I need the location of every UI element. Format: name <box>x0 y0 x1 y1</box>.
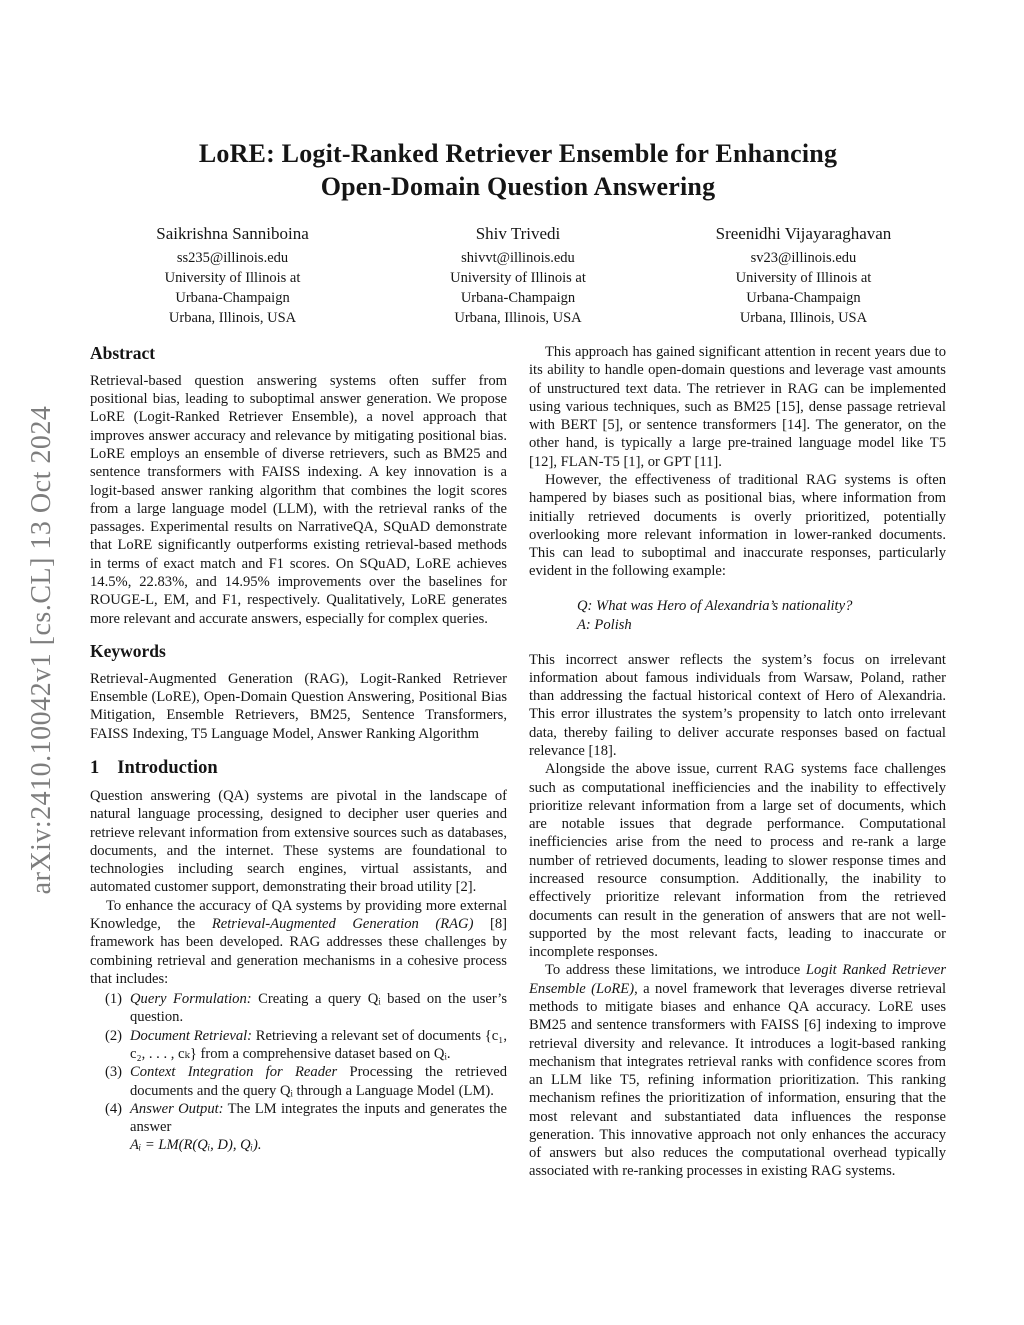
right-paragraph-4: Alongside the above issue, current RAG systems face challenges such as computational inefficiencies and the inability to effectively prioritize relevant information from a large set of documents, which are notable issues that degrade performance. Computational inefficiencies arise from the need to process and re-rank a large number of retrieved documents, leading to slower response times and increased resource consumption. Additionally, the inability to effectively prioritize relevant information from the retrieved documents can result in the generation of answers that are not well-supported by the most relevant facts, leading to inaccurate or incomplete responses. <box>529 761 946 961</box>
qa-example-answer: A: Polish <box>577 616 632 633</box>
author-2 <box>375 224 660 328</box>
author-2-email: shivvt@illinois.edu <box>461 250 575 266</box>
list-item-3-body <box>130 1063 507 1100</box>
author-1-affiliation-line1: University of Illinois at <box>164 270 301 286</box>
list-item-2 <box>90 1027 507 1064</box>
list-item-1-text: Creating a query Qᵢ based on the user’s question. <box>130 991 507 1026</box>
section-1-heading <box>90 757 507 780</box>
right-paragraph-5-text: To address these limitations, we introduce <box>545 962 806 979</box>
rag-process-list <box>90 990 507 1155</box>
qa-example-block <box>577 597 946 635</box>
list-item-1-number: (1) <box>104 991 122 1008</box>
author-2-name: Shiv Trivedi <box>475 224 561 243</box>
author-3-name: Sreenidhi Vijayaraghavan <box>715 224 892 243</box>
author-2-affiliation-line2: Urbana-Champaign <box>460 290 576 306</box>
paper-title <box>90 138 946 203</box>
author-block <box>90 224 946 328</box>
author-3-affiliation-line2: Urbana-Champaign <box>746 290 861 306</box>
author-2-affiliation-line1: University of Illinois at <box>450 270 586 286</box>
paper-title-line2: Open-Domain Question Answering <box>320 171 716 201</box>
list-item-3 <box>90 1063 507 1100</box>
introduction-paragraph-1: Question answering (QA) systems are pivotal in the landscape of natural language processing, designed to decipher user queries and retrieve relevant information from extensive sources such as databases, documents, and the internet. These systems are foundational to technologies including search engines, virtual assistants, and automated customer support, demonstrating their broad utility [2]. <box>90 788 507 896</box>
introduction-paragraph-2-text: To enhance the accuracy of QA systems by providing more external Knowledge, the <box>90 897 507 933</box>
author-2-location: Urbana, Illinois, USA <box>454 310 582 326</box>
section-1-number: 1 <box>90 757 100 778</box>
introduction-paragraph-2 <box>90 897 507 988</box>
introduction-paragraph-2-rest: [8] framework has been developed. RAG addresses these challenges by combining retrieval and generation mechanisms in a cohesive process that includes: <box>90 916 507 987</box>
author-3-email: sv23@illinois.edu <box>750 250 857 266</box>
abstract-text: Retrieval-based question answering systems often suffer from positional bias, leading to suboptimal answer generation. We propose LoRE (Logit-Ranked Retriever Ensemble), a novel approach that improves answer accuracy and relevance by mitigating positional bias. LoRE employs an ensemble of diverse retrievers, such as BM25 and sentence transformers with FAISS indexing. A key innovation is a logit-based answer ranking algorithm that combines the logit scores from a large language model (LLM), with the retrieval ranks of the passages. Experimental results on NarrativeQA, SQuAD demonstrate that LoRE significantly outperforms existing retrieval-based methods in terms of exact match and F1 scores. On SQuAD, LoRE achieves 14.5%, 22.83%, and 14.95% improvements over the baselines for ROUGE-L, EM, and F1, respectively. Qualitatively, LoRE generates more relevant and accurate answers, especially for complex queries. <box>90 372 507 627</box>
list-item-1-label: Query Formulation: <box>130 991 252 1008</box>
keywords-text: Retrieval-Augmented Generation (RAG), Logit-Ranked Retriever Ensemble (LoRE), Open-Domain Question Answering, Positional Bias Mitigation, Ensemble Retrievers, BM25, Sentence Transformers, FAISS Indexing, T5 Language Model, Answer Ranking Algorithm <box>90 670 507 742</box>
author-1-affiliation-line2: Urbana-Champaign <box>175 290 290 306</box>
list-item-2-body <box>130 1027 507 1064</box>
list-item-4-text: The LM integrates the inputs and generates the answer <box>130 1100 507 1136</box>
right-paragraph-3: This incorrect answer reflects the system’s focus on irrelevant information about famous individuals from Warsaw, Poland, rather than addressing the factual historical context of Hero of Alexandria. This error illustrates the system’s propensity to latch onto irrelevant data, thereby failing to deliver accurate responses based on factual relevance [18]. <box>529 651 946 759</box>
author-1-name: Saikrishna Sanniboina <box>156 224 309 243</box>
list-item-3-label: Context Integration for Reader <box>130 1064 338 1081</box>
list-item-1-body <box>130 990 507 1027</box>
author-3 <box>661 224 946 328</box>
list-item-4 <box>90 1100 507 1155</box>
section-1-title: Introduction <box>117 757 218 778</box>
list-item-2-label: Document Retrieval: <box>130 1027 253 1044</box>
author-3-affiliation-line1: University of Illinois at <box>735 270 872 286</box>
list-item-3-number: (3) <box>104 1064 122 1081</box>
paper-page-content <box>90 0 946 1181</box>
paper-title-line1: LoRE: Logit-Ranked Retriever Ensemble for Enhancing <box>198 139 838 168</box>
arxiv-watermark: arXiv:2410.10042v1 [cs.CL] 13 Oct 2024 <box>26 405 57 895</box>
qa-example-question: Q: What was Hero of Alexandria’s nationality? <box>577 597 853 614</box>
left-column <box>90 343 507 1181</box>
list-item-4-number: (4) <box>104 1100 122 1117</box>
author-1-email: ss235@illinois.edu <box>176 250 289 266</box>
abstract-heading: Abstract <box>90 343 156 363</box>
rag-term-italic: Retrieval-Augmented Generation (RAG) <box>211 916 474 933</box>
author-1 <box>90 224 375 328</box>
list-item-2-text: Retrieving a relevant set of documents {c₁, c₂, . . . , cₖ} from a comprehensive dataset based on Qᵢ. <box>130 1027 507 1063</box>
author-3-location: Urbana, Illinois, USA <box>739 310 868 326</box>
list-item-1 <box>90 990 507 1027</box>
right-paragraph-5 <box>529 961 946 1180</box>
list-item-3-text: Processing the retrieved documents and the query Qᵢ through a Language Model (LM). <box>130 1064 507 1099</box>
right-paragraph-1: This approach has gained significant attention in recent years due to its ability to handle open-domain questions and leverage vast amounts of unstructured text data. The retriever in RAG can be implemented using various techniques, such as BM25 [15], dense passage retrieval with BERT [5], or sentence transformers [14]. The generator, on the other hand, is typically a large pre-trained language model like T5 [12], FLAN-T5 [1], or GPT [11]. <box>529 344 946 470</box>
answer-formula: Aᵢ = LM(R(Qᵢ, D), Qᵢ). <box>130 1137 262 1154</box>
lore-term-italic: Logit Ranked Retriever Ensemble (LoRE) <box>529 962 947 997</box>
right-paragraph-5-rest: , a novel framework that leverages diverse retrieval methods to mitigate biases and enhance QA accuracy. LoRE uses BM25 and sentence transformers with FAISS [6] indexing to improve retrieval diversity and relevance. It introduces a logit-based ranking mechanism that integrates retrieval ranks with confidence scores from an LLM like T5, refining information prioritization. This ranking mechanism refines the prioritization of information, ensuring that the most relevant and substantiated data influences the response generation. This innovative approach not only enhances the accuracy of answers but also reduces the computational overhead typically associated with re-ranking processes in existing RAG systems. <box>529 980 946 1180</box>
right-column <box>529 343 946 1181</box>
right-paragraph-2: However, the effectiveness of traditional RAG systems is often hampered by biases such as positional bias, where information from initially retrieved documents is overly prioritized, potentially overlooking more relevant information in lower-ranked documents. This can lead to suboptimal and inaccurate responses, particularly evident in the following example: <box>529 471 946 580</box>
list-item-4-label: Answer Output: <box>130 1100 224 1117</box>
list-item-2-number: (2) <box>104 1027 122 1044</box>
list-item-4-body <box>130 1100 507 1155</box>
two-column-body <box>90 343 946 1181</box>
keywords-heading: Keywords <box>90 640 166 661</box>
author-1-location: Urbana, Illinois, USA <box>168 310 297 326</box>
